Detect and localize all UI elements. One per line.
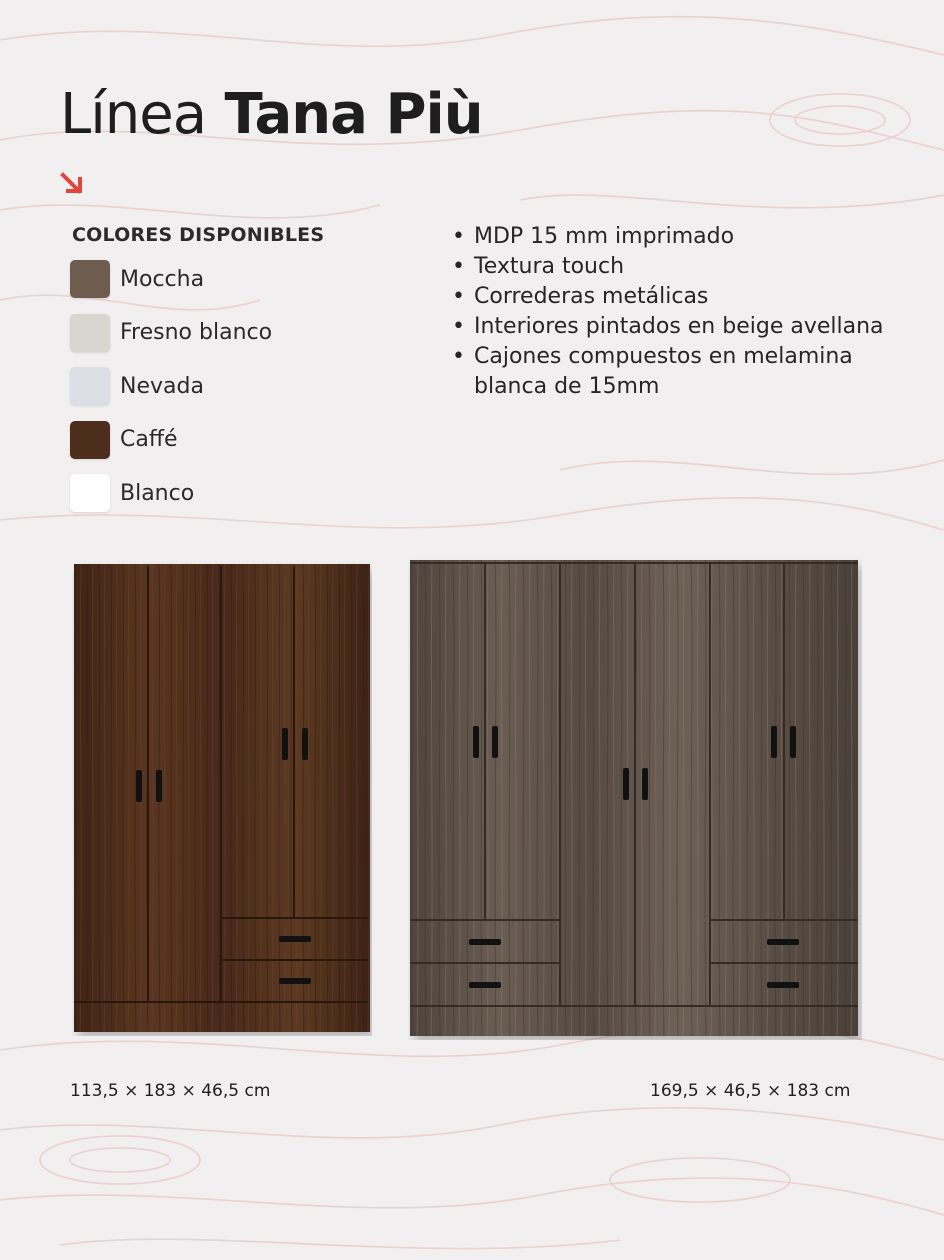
color-label: Moccha [120, 266, 205, 292]
color-swatch-list [70, 259, 272, 527]
feature-item [452, 252, 892, 282]
arrow-down-right-icon [58, 170, 86, 198]
feature-item [452, 312, 892, 342]
color-label: Nevada [120, 373, 204, 399]
color-item-nevada [70, 366, 272, 406]
title-light: Línea [60, 82, 207, 147]
color-item-blanco [70, 473, 272, 513]
bullet-icon: • [452, 284, 465, 309]
wardrobe-4-doors-image [72, 562, 372, 1036]
color-item-caffe [70, 420, 272, 460]
feature-text: Interiores pintados en beige avellana [474, 314, 884, 339]
page-title [60, 82, 483, 147]
color-item-fresno-blanco [70, 313, 272, 353]
feature-text: MDP 15 mm imprimado [474, 224, 735, 249]
wardrobe-6-doors-image [408, 558, 862, 1040]
title-bold: Tana Più [224, 82, 483, 147]
bullet-icon: • [452, 344, 465, 369]
color-item-moccha [70, 259, 272, 299]
color-swatch [70, 314, 110, 352]
color-swatch [70, 421, 110, 459]
feature-item [452, 342, 892, 402]
feature-text: Correderas metálicas [474, 284, 709, 309]
color-label: Caffé [120, 427, 178, 453]
bullet-icon: • [452, 224, 465, 249]
feature-item [452, 222, 892, 252]
color-label: Fresno blanco [120, 320, 273, 346]
color-swatch [70, 367, 110, 405]
bullet-icon: • [452, 314, 465, 339]
color-swatch [70, 474, 110, 512]
color-label: Blanco [120, 480, 195, 506]
feature-list [452, 222, 892, 402]
feature-text: Textura touch [474, 254, 625, 279]
product-dimensions: 169,5 × 46,5 × 183 cm [650, 1081, 851, 1101]
color-swatch [70, 260, 110, 298]
product-dimensions: 113,5 × 183 × 46,5 cm [70, 1081, 271, 1101]
bullet-icon: • [452, 254, 465, 279]
feature-item [452, 282, 892, 312]
feature-text: Cajones compuestos en melamina blanca de 15mm [474, 344, 853, 399]
colors-heading: COLORES DISPONIBLES [72, 224, 325, 246]
